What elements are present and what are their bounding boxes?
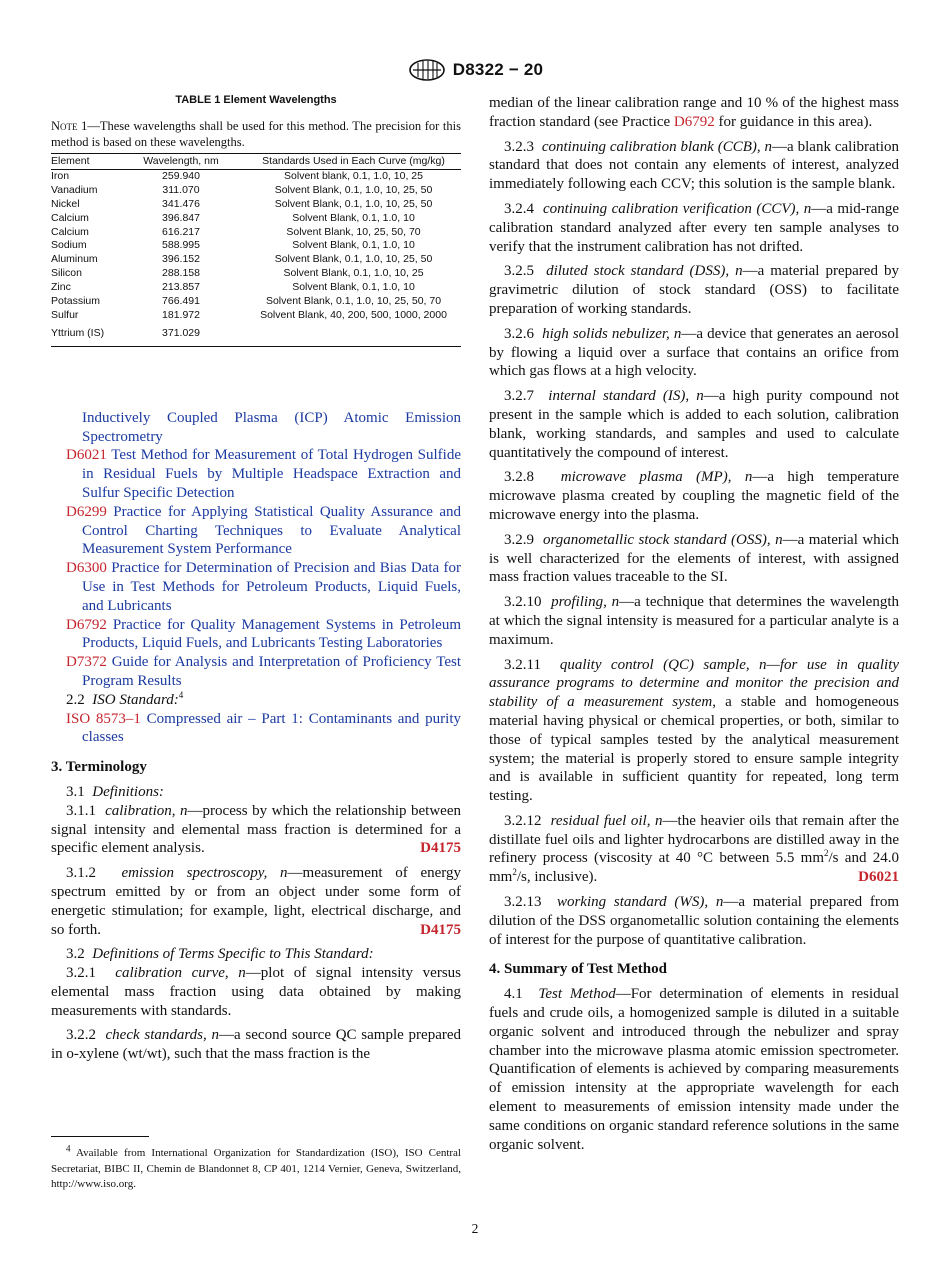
defined-term: emission spectroscopy, n: [121, 865, 288, 882]
element-cell: Calcium: [51, 211, 89, 224]
ref-item-iso: [51, 710, 461, 748]
section-number: 4.1: [504, 986, 523, 1003]
standards-cell: Solvent Blank, 0.1, 1.0, 10, 25, 50: [274, 253, 433, 266]
section-number: 3.2.13: [504, 894, 542, 911]
para-3-1-2: [51, 864, 461, 939]
table-row: [51, 239, 461, 253]
defined-term: calibration, n: [105, 802, 188, 819]
table-row: [51, 198, 461, 212]
element-cell: Yttrium (IS): [51, 326, 105, 339]
standards-cell: Solvent Blank, 0.1, 1.0, 10, 25, 50: [274, 197, 433, 210]
element-cell: Iron: [51, 169, 70, 182]
defined-term: diluted stock standard (DSS), n: [546, 263, 743, 280]
defined-term: internal standard (IS), n: [548, 388, 704, 405]
ref-code[interactable]: D6792: [66, 616, 107, 633]
defined-term: continuing calibration verification (CCV), n: [542, 200, 812, 217]
ref-code[interactable]: D6021: [66, 447, 107, 464]
section-number: 3.1.1: [66, 802, 96, 819]
ref-title[interactable]: Practice for Quality Management Systems in Petroleum Products, Liquid Fuels, and Lubricants Testing Laboratories: [82, 616, 462, 652]
element-cell: Zinc: [51, 281, 71, 294]
table-row: [51, 169, 461, 183]
source-ref[interactable]: D6021: [858, 869, 899, 886]
para-3-2-11: [489, 656, 899, 806]
definition-text: —plot of signal intensity versus elemental mass fraction using data obtained by making measurements with standards.: [51, 965, 462, 1019]
section-heading-terminology: 3. Terminology: [51, 759, 147, 776]
paragraph-text: median of the linear calibration range and 10 % of the highest mass fraction standard (see Practice: [489, 95, 899, 130]
col-header-element: Element: [51, 154, 116, 170]
table-row: [51, 295, 461, 309]
section-number: 3.2.6: [504, 325, 534, 342]
table-row: [51, 253, 461, 267]
para-3-2-9: [489, 531, 899, 587]
definition-text: —the heavier oils that remain after the distillate fuel oils and lighter hydrocarbons are distilled away in the refinery process (viscosity at 40 °C between 5.5 mm: [489, 812, 899, 867]
definition-text: —a device that generates an aerosol by flowing a liquid over a surface that contains an orifice from which gas flows at a high velocity.: [489, 325, 900, 380]
element-cell: Vanadium: [51, 183, 98, 196]
table-row: [51, 212, 461, 226]
standards-cell: [246, 323, 461, 346]
iso-heading-text: ISO Standard:: [92, 691, 179, 708]
table-body: [51, 169, 461, 346]
para-3-2-4: [489, 200, 899, 256]
ref-item: [51, 446, 461, 502]
standards-cell: Solvent Blank, 0.1, 1.0, 10: [292, 281, 415, 294]
wavelength-cell: 259.940: [162, 169, 200, 182]
table-note: [51, 118, 461, 150]
wavelength-cell: 588.995: [162, 239, 200, 252]
element-cell: Calcium: [51, 225, 89, 238]
section-number: 3.2.9: [504, 531, 534, 548]
section-number: 3.2.8: [504, 469, 534, 486]
para-3-2-3: [489, 138, 899, 194]
ref-title[interactable]: Practice for Determination of Precision and Bias Data for Use in Test Methods for Petroleum Products, Liquid Fuels, and Lubricants: [82, 560, 462, 614]
section-number: 3.2.3: [504, 138, 534, 155]
defined-term: continuing calibration blank (CCB), n: [541, 138, 773, 155]
element-cell: Potassium: [51, 295, 101, 308]
ref-continuation-title[interactable]: Inductively Coupled Plasma (ICP) Atomic Emission Spectrometry: [82, 409, 461, 445]
wavelength-cell: 181.972: [162, 308, 200, 321]
table-title: TABLE 1 Element Wavelengths: [175, 94, 337, 106]
defined-term: residual fuel oil, n: [550, 812, 663, 829]
ref-code[interactable]: D7372: [66, 654, 107, 671]
ref-item: [51, 653, 461, 691]
definition-text: /s and 24.0 mm: [489, 850, 899, 886]
standards-cell: Solvent Blank, 40, 200, 500, 1000, 2000: [260, 308, 447, 321]
defined-term: working standard (WS), n: [556, 894, 724, 911]
definition-heading: Definitions:: [92, 783, 164, 800]
superscript: 2: [824, 848, 829, 859]
section-number: 3.2.12: [504, 812, 542, 829]
note-text: —These wavelengths shall be used for this method. The precision for this method is based on these wavelengths.: [51, 119, 461, 149]
iso-standard-heading: [51, 691, 461, 710]
table-row: [51, 323, 461, 346]
document-designation: D8322 − 20: [452, 60, 544, 79]
inline-ref[interactable]: D6792: [673, 113, 715, 130]
para-3-2-2: [51, 1026, 461, 1064]
footnote-mark: 4: [66, 1143, 71, 1154]
para-3-2-12: [489, 812, 899, 887]
section-number: 3.2: [66, 946, 85, 963]
table-row: [51, 281, 461, 295]
definition-text: —a material prepared by gravimetric dilution of stock standard (OSS) to facilitate preparation of working standards.: [489, 263, 899, 317]
para-3-2-7: [489, 387, 899, 462]
wavelength-cell: 396.152: [162, 253, 200, 266]
definition-text: —a high purity compound not present in the sample which is added to each solution, calibration blank, working standards, and samples and used to calculate quantitatively the compound of interest.: [489, 388, 899, 461]
wavelength-cell: 341.476: [162, 197, 200, 210]
section-number: 3.2.7: [504, 388, 534, 405]
ref-item: [51, 503, 461, 559]
wavelength-cell: 213.857: [162, 281, 200, 294]
defined-term: microwave plasma (MP), n: [560, 469, 753, 486]
standards-cell: Solvent Blank, 0.1, 1.0, 10, 25, 50: [274, 183, 433, 196]
para-3-2-2-continued: [489, 94, 899, 132]
para-4-1: [489, 985, 899, 1154]
referenced-documents: [51, 409, 461, 747]
section-number: 3.2.1: [66, 965, 96, 982]
table-row: [51, 226, 461, 240]
table-row: [51, 267, 461, 281]
standards-cell: Solvent Blank, 0.1, 1.0, 10, 25, 50, 70: [265, 295, 442, 308]
element-cell: Nickel: [51, 197, 80, 210]
para-3-2-10: [489, 593, 899, 649]
definition-text: —measurement of energy spectrum emitted by or from an object under some form of energetic stimulation; for example, light, electrical discharge, and so forth.: [51, 865, 461, 938]
ref-code[interactable]: D6299: [66, 503, 107, 520]
definition-text: —a material prepared from dilution of the DSS organometallic solution containing the elements of interest for the purpose of quantitative calibration.: [489, 894, 899, 948]
element-cell: Silicon: [51, 267, 82, 280]
definition-text: , a stable and homogeneous material having physical or chemical properties, or both, similar to those of typical samples tested by the analytical measurement system; the material is properly stored to ensure sample integrity and is available in sufficient quantity for repeated, long term testing.: [489, 694, 899, 805]
definition-text: /s, inclusive).: [516, 869, 598, 886]
para-3-2-1: [51, 964, 461, 1020]
source-ref[interactable]: D4175: [420, 840, 461, 857]
para-3-2-13: [489, 893, 899, 949]
astm-logo-icon: [407, 58, 447, 82]
section-number: 3.1.2: [66, 865, 96, 882]
defined-term: quality control (QC) sample, n—for use in quality assurance programs to determine and monitor the precision and stability of a measurement system: [489, 656, 900, 711]
standards-cell: Solvent Blank, 0.1, 1.0, 10: [292, 211, 415, 224]
para-3-2-6: [489, 325, 899, 381]
ref-item: [51, 616, 461, 654]
footnote: [51, 1143, 461, 1193]
standards-cell: Solvent blank, 0.1, 1.0, 10, 25: [284, 169, 423, 182]
standards-cell: Solvent Blank, 0.1, 1.0, 10, 25: [283, 267, 424, 280]
page-number: 2: [471, 1221, 479, 1236]
element-wavelength-table: [51, 153, 461, 347]
defined-term: high solids nebulizer, n: [542, 325, 682, 342]
definition-text: —process by which the relationship between signal intensity and elemental mass fraction is determined for a specific element analysis.: [51, 802, 462, 857]
ref-title[interactable]: Practice for Applying Statistical Quality Assurance and Control Charting Techniques to Evaluate Analytical Measurement System Performance: [82, 503, 461, 558]
para-3-1-1: [51, 802, 461, 858]
col-header-wavelength: Wavelength, nm: [116, 154, 246, 170]
definition-text: —a second source QC sample prepared in o-xylene (wt/wt), such that the mass fraction is the: [51, 1027, 462, 1063]
footnote-text: Available from International Organization for Standardization (ISO), ISO Central Secretariat, BIBC II, Chemin de Blandonnet 8, CP 401, 1214 Vernier, Geneva, Switzerland, http://www.iso.org.: [51, 1147, 461, 1190]
table-header-row: [51, 154, 461, 170]
section-number: 3.2.4: [504, 200, 534, 217]
ref-code[interactable]: D6300: [66, 560, 107, 577]
element-cell: Sulfur: [51, 308, 79, 321]
standards-cell: Solvent Blank, 0.1, 1.0, 10: [292, 239, 415, 252]
ref-title[interactable]: Guide for Analysis and Interpretation of Proficiency Test Program Results: [82, 654, 462, 689]
definition-text: —For determination of elements in residual fuels and crude oils, a homogenized sample is diluted in a suitable organic solvent and introduced through the nebulizer and spray chamber into the microwave plasma atomic emission spectrometer. Quantification of elements is achieved by comparing measurements of emission intensity at the appropriate wavelength for each element to measurements of emission intensity made under the same conditions on organic standard reference solutions in the same organic solvent.: [489, 986, 899, 1153]
defined-term: calibration curve, n: [115, 965, 246, 982]
wavelength-cell: 766.491: [162, 295, 200, 308]
section-number: 3.2.2: [66, 1027, 96, 1044]
wavelength-cell: 396.847: [162, 211, 200, 224]
col-header-standards: Standards Used in Each Curve (mg/kg): [246, 154, 461, 170]
section-number: 3.2.10: [504, 594, 542, 611]
element-cell: Sodium: [51, 239, 87, 252]
left-column: [51, 94, 461, 1064]
right-column: [489, 94, 899, 1154]
element-cell: Aluminum: [51, 253, 98, 266]
defined-term: profiling, n: [551, 594, 620, 611]
para-3-2-5: [489, 262, 899, 318]
para-3-1: [51, 783, 461, 802]
defined-term: check standards, n: [105, 1027, 220, 1044]
section-number: 3.1: [66, 783, 85, 800]
ref-continuation: [51, 409, 461, 447]
superscript: 2: [512, 867, 517, 878]
ref-code[interactable]: ISO 8573–1: [66, 710, 141, 727]
table-row: [51, 184, 461, 198]
standards-cell: Solvent Blank, 10, 25, 50, 70: [286, 225, 421, 238]
wavelength-cell: 311.070: [162, 183, 200, 196]
section-number: 3.2.11: [504, 656, 541, 673]
definition-text: —a blank calibration standard that does not contain any elements of interest, analyzed immediately following each CCV; this solution is the sample blank.: [489, 138, 899, 193]
para-3-2-8: [489, 468, 899, 524]
page-header: [0, 56, 950, 84]
definition-text: —a technique that determines the wavelength at which the signal intensity is measured for a particular analyte is a maximum.: [489, 594, 900, 648]
footnote-ref: 4: [178, 689, 184, 700]
wavelength-cell: 288.158: [162, 267, 200, 280]
para-3-2: [51, 945, 461, 964]
ref-item: [51, 559, 461, 615]
paragraph-text: for guidance in this area).: [714, 113, 873, 130]
section-heading-summary: 4. Summary of Test Method: [489, 961, 667, 978]
section-number: 2.2: [66, 691, 85, 708]
note-label: Note 1: [51, 119, 88, 133]
wavelength-cell: 371.029: [162, 326, 200, 339]
defined-term: Test Method: [538, 986, 616, 1003]
source-ref[interactable]: D4175: [420, 921, 461, 938]
ref-title[interactable]: Compressed air – Part 1: Contaminants and purity classes: [82, 710, 462, 746]
definition-heading: Definitions of Terms Specific to This Standard:: [92, 946, 374, 963]
definition-text: —a mid-range calibration standard analyzed after every ten sample analyses to verify that the instrument calibration has not drifted.: [489, 200, 900, 255]
footnote-divider: [51, 1136, 149, 1137]
definition-text: —a material which is well characterized for the elements of interest, with assigned mass fraction values traceable to the SI.: [489, 531, 899, 586]
wavelength-cell: 616.217: [162, 225, 200, 238]
table-row: [51, 309, 461, 323]
section-number: 3.2.5: [504, 263, 534, 280]
definition-text: —a high temperature microwave plasma created by coupling the magnetic field of the microwave energy into the plasma.: [489, 469, 900, 523]
ref-title[interactable]: Test Method for Measurement of Total Hydrogen Sulfide in Residual Fuels by Multiple Headspace Extraction and Sulfur Specific Detection: [82, 447, 462, 501]
defined-term: organometallic stock standard (OSS), n: [542, 531, 783, 548]
